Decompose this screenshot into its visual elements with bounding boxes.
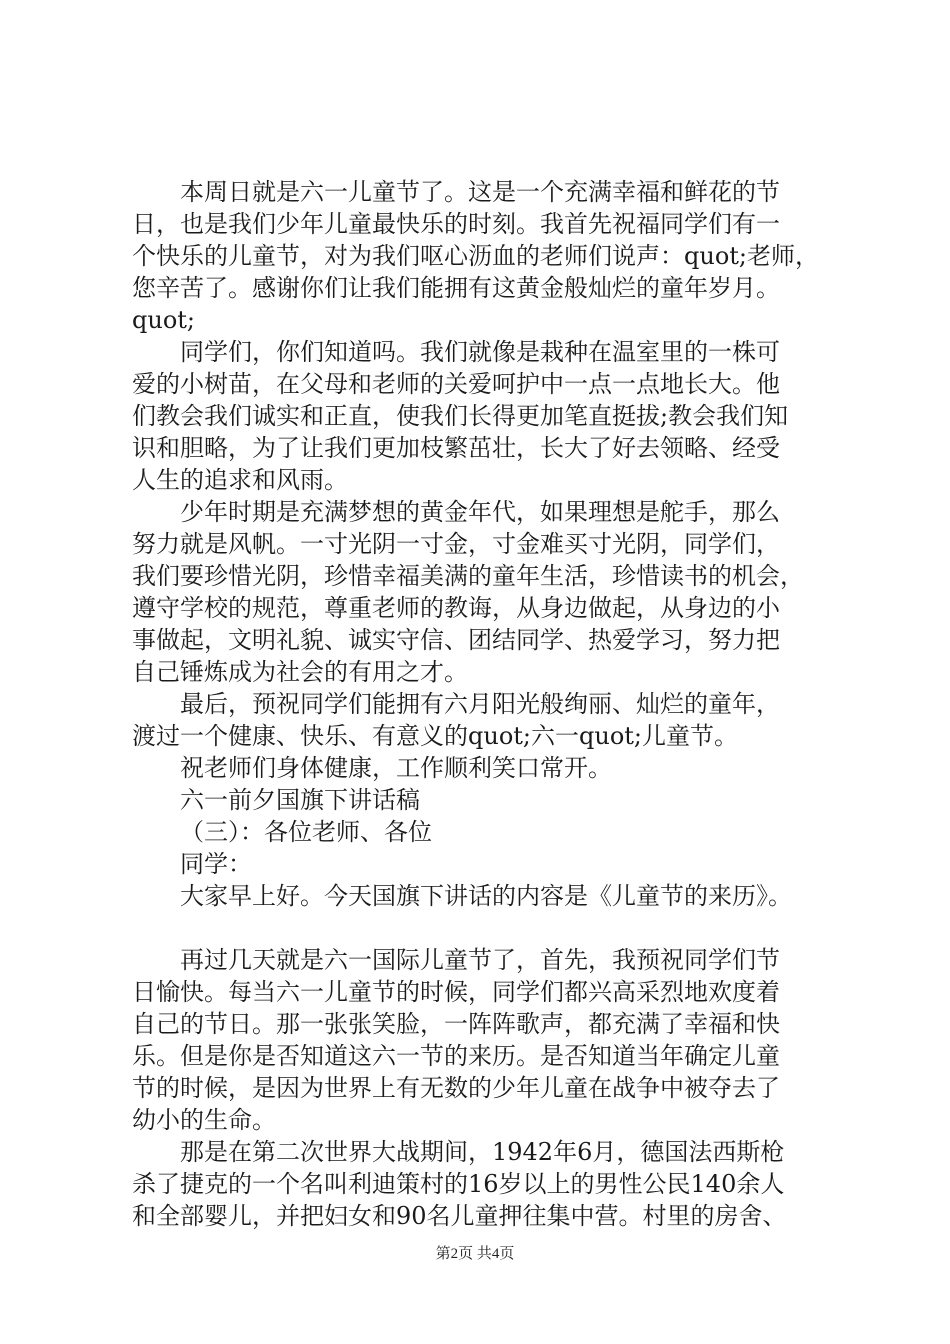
text-line: 日愉快。每当六一儿童节的时候，同学们都兴高采烈地欢度着 — [132, 978, 780, 1006]
text-line: 最后，预祝同学们能拥有六月阳光般绚丽、灿烂的童年， — [180, 690, 780, 718]
section-heading: 六一前夕国旗下讲话稿 — [180, 786, 420, 814]
text-line: 自己锤炼成为社会的有用之才。 — [132, 658, 468, 686]
text-line: 事做起，文明礼貌、诚实守信、团结同学、热爱学习，努力把 — [132, 626, 780, 654]
text-line: 同学： — [180, 850, 252, 878]
text-line: 人生的追求和风雨。 — [132, 466, 348, 494]
text-line: 幼小的生命。 — [132, 1106, 276, 1134]
text-line: 祝老师们身体健康，工作顺利笑口常开。 — [180, 754, 612, 782]
page-footer — [0, 1244, 950, 1264]
text-line: quot; — [132, 306, 195, 334]
text-line: 本周日就是六一儿童节了。这是一个充满幸福和鲜花的节 — [180, 178, 780, 206]
text-line: 大家早上好。今天国旗下讲话的内容是《儿童节的来历》。 — [180, 882, 792, 910]
text-line: 和全部婴儿，并把妇女和90名儿童押往集中营。村里的房舍、 — [132, 1202, 787, 1230]
text-line: 那是在第二次世界大战期间，1942年6月，德国法西斯枪 — [180, 1138, 785, 1166]
text-line: 个快乐的儿童节，对为我们呕心沥血的老师们说声：quot;老师， — [132, 242, 819, 270]
text-line: 们教会我们诚实和正直，使我们长得更加笔直挺拔;教会我们知 — [132, 402, 789, 430]
text-line: 节的时候，是因为世界上有无数的少年儿童在战争中被夺去了 — [132, 1074, 780, 1102]
text-line: 爱的小树苗，在父母和老师的关爱呵护中一点一点地长大。他 — [132, 370, 780, 398]
text-line: 努力就是风帆。一寸光阴一寸金，寸金难买寸光阴，同学们， — [132, 530, 780, 558]
text-line: 日，也是我们少年儿童最快乐的时刻。我首先祝福同学们有一 — [132, 210, 780, 238]
text-line: （三）：各位老师、各位 — [180, 818, 432, 846]
text-line: 遵守学校的规范，尊重老师的教诲，从身边做起，从身边的小 — [132, 594, 780, 622]
text-line: 乐。但是你是否知道这六一节的来历。是否知道当年确定儿童 — [132, 1042, 780, 1070]
text-line: 同学们，你们知道吗。我们就像是栽种在温室里的一株可 — [180, 338, 780, 366]
page-number: 第2页 共4页 — [435, 1246, 515, 1262]
text-line: 识和胆略，为了让我们更加枝繁茁壮，长大了好去领略、经受 — [132, 434, 780, 462]
text-line: 我们要珍惜光阴，珍惜幸福美满的童年生活，珍惜读书的机会， — [132, 562, 804, 590]
text-line: 少年时期是充满梦想的黄金年代，如果理想是舵手，那么 — [180, 498, 780, 526]
document-body — [132, 176, 852, 1232]
text-line: 您辛苦了。感谢你们让我们能拥有这黄金般灿烂的童年岁月。 — [132, 274, 780, 302]
text-line: 渡过一个健康、快乐、有意义的quot;六一quot;儿童节。 — [132, 722, 738, 750]
text-line: 自己的节日。那一张张笑脸，一阵阵歌声，都充满了幸福和快 — [132, 1010, 780, 1038]
text-line: 再过几天就是六一国际儿童节了，首先，我预祝同学们节 — [180, 946, 780, 974]
blank-line — [132, 912, 852, 944]
text-line: 杀了捷克的一个名叫利迪策村的16岁以上的男性公民140余人 — [132, 1170, 785, 1198]
